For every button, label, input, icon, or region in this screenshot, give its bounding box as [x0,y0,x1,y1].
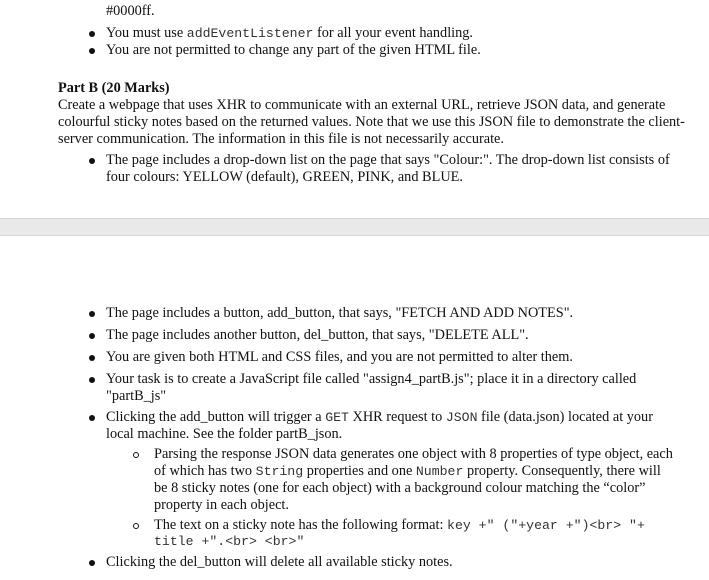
document-page-bottom [0,236,709,580]
parse-text: properties and one [303,463,416,479]
inline-code-number: Number [415,464,464,479]
sub-bullet-marker [133,452,139,458]
inline-code-format: key +" ("+year +")<br> "+ [447,518,645,533]
bullet-click-add-line [106,409,653,426]
bullet-dropdown-line: The page includes a drop-down list on the page that says "Colour:". The drop-down list consists of [106,152,670,168]
format-text: The text on a sticky note has the following format: [154,517,448,533]
bullet-marker [89,48,95,54]
paragraph-line: server communication. The information in this file is not necessarily accurate. [58,131,504,147]
bullet-dropdown-line: four colours: YELLOW (default), GREEN, PINK, and BLUE. [106,169,463,185]
document-page-top [0,0,709,218]
sub-bullet-marker [133,523,139,529]
click-text: XHR request to [348,409,446,425]
sub-parse-line: property in each object. [154,497,289,513]
sub-parse-line: be 8 sticky notes (one for each object) with a background colour matching the “color” [154,480,646,496]
bullet-marker [89,415,95,421]
continued-text-fragment: #0000ff. [106,3,155,19]
bullet-del-button: The page includes another button, del_button, that says, "DELETE ALL". [106,327,529,343]
sub-parse-line: Parsing the response JSON data generates one object with 8 properties of type object, each [154,446,673,462]
bullet-marker [89,377,95,383]
inline-code-addEventListener: addEventListener [186,26,314,41]
bullet-marker [89,31,95,37]
click-text: file (data.json) located at your [477,409,653,425]
rule-event-listener [106,25,473,42]
inline-code-json: JSON [445,410,478,425]
rule-no-html-change: You are not permitted to change any part of the given HTML file. [106,42,481,58]
sub-format-line: title +".<br> <br>" [154,534,305,549]
sub-parse-line [154,463,661,480]
inline-code-get: GET [325,410,349,425]
rule-text: You must use [106,25,187,41]
inline-code-string: String [255,464,304,479]
paragraph-line: colourful sticky notes based on the returned values. Note that we use this JSON file to demonstrate the client- [58,114,685,130]
bullet-add-button: The page includes a button, add_button, that says, "FETCH AND ADD NOTES". [106,305,574,321]
bullet-delete-notes: Clicking the del_button will delete all available sticky notes. [106,554,453,570]
section-heading-part-b: Part B (20 Marks) [58,80,170,96]
bullet-marker [89,311,95,317]
page-break-gap [0,218,709,236]
rule-text: for all your event handling. [313,25,474,41]
bullet-marker [89,560,95,566]
bullet-marker [89,158,95,164]
parse-text: of which has two [154,463,256,479]
bullet-task-line: "partB_js" [106,388,167,404]
bullet-marker [89,333,95,339]
sub-format-line [154,517,645,534]
click-text: Clicking the add_button will trigger a [106,409,326,425]
paragraph-line: Create a webpage that uses XHR to communicate with an external URL, retrieve JSON data, and generate [58,97,666,113]
parse-text: property. Consequently, there will [463,463,661,479]
bullet-task-line: Your task is to create a JavaScript file called "assign4_partB.js"; place it in a directory called [106,371,637,387]
bullet-click-add-line: local machine. See the folder partB_json. [106,426,343,442]
bullet-files-given: You are given both HTML and CSS files, and you are not permitted to alter them. [106,349,573,365]
bullet-marker [89,355,95,361]
